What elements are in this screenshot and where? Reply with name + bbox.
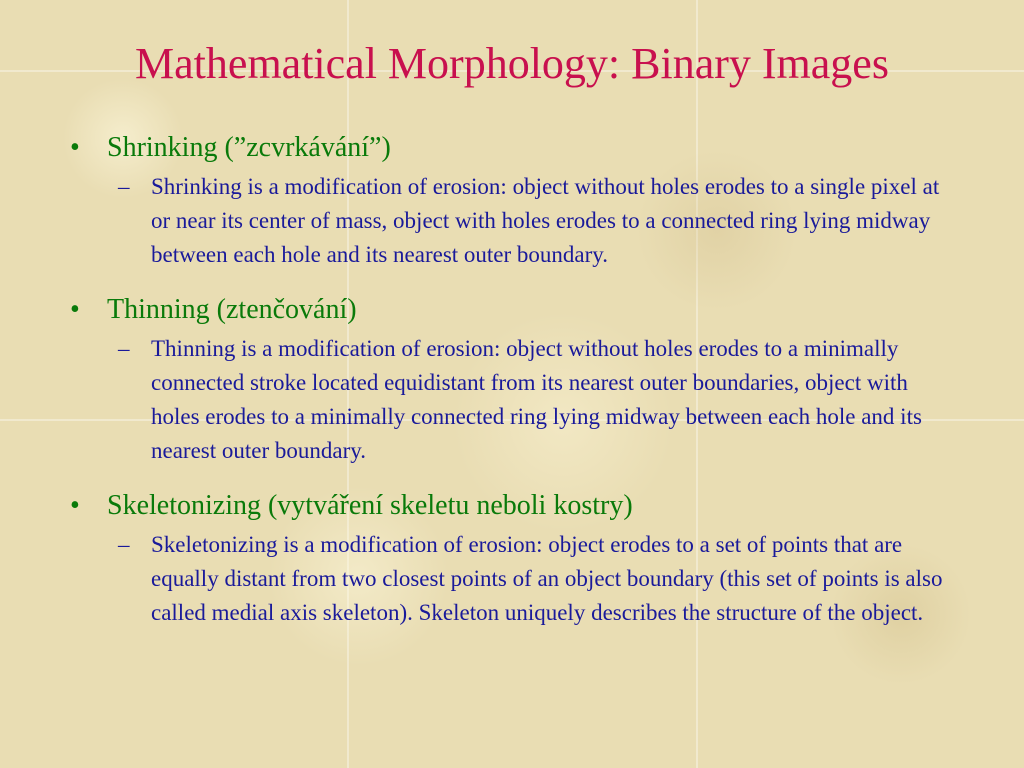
sub-bullet-skeletonizing bbox=[118, 528, 961, 630]
sub-bullet-thinning bbox=[118, 332, 961, 468]
sub-bullet-text: Shrinking is a modification of erosion: object without holes erodes to a single pixel at or near its center of mass, object with holes erodes to a connected ring lying midway between each hole and its nearest outer boundary. bbox=[151, 174, 940, 267]
bullet-heading: Thinning (ztenčování) bbox=[107, 294, 357, 325]
dash-icon: – bbox=[118, 336, 130, 361]
sub-bullet-text: Skeletonizing is a modification of erosion: object erodes to a set of points that are equally distant from two closest points of an object boundary (this set of points is also called medial axis skeleton). Skeleton uniquely describes the structure of the object. bbox=[151, 532, 943, 625]
slide-title: Mathematical Morphology: Binary Images bbox=[135, 39, 889, 88]
sub-bullet-shrinking bbox=[118, 170, 961, 272]
bullet-dot-icon: • bbox=[70, 132, 80, 163]
bullet-dot-icon: • bbox=[70, 294, 80, 325]
dash-icon: – bbox=[118, 174, 130, 199]
sub-bullet-text: Thinning is a modification of erosion: object without holes erodes to a minimally connected stroke located equidistant from its nearest outer boundaries, object with holes erodes to a minimally connected ring lying midway between each hole and its nearest outer boundary. bbox=[151, 336, 922, 463]
section-skeletonizing bbox=[70, 488, 970, 630]
bullet-heading: Shrinking (”zcvrkávání”) bbox=[107, 132, 391, 163]
section-shrinking bbox=[70, 130, 970, 272]
slide-content bbox=[70, 130, 970, 650]
bullet-skeletonizing bbox=[70, 488, 970, 524]
bullet-shrinking bbox=[70, 130, 970, 166]
bullet-heading: Skeletonizing (vytváření skeletu neboli kostry) bbox=[107, 490, 633, 521]
dash-icon: – bbox=[118, 532, 130, 557]
bullet-thinning bbox=[70, 292, 970, 328]
bullet-dot-icon: • bbox=[70, 490, 80, 521]
section-thinning bbox=[70, 292, 970, 468]
